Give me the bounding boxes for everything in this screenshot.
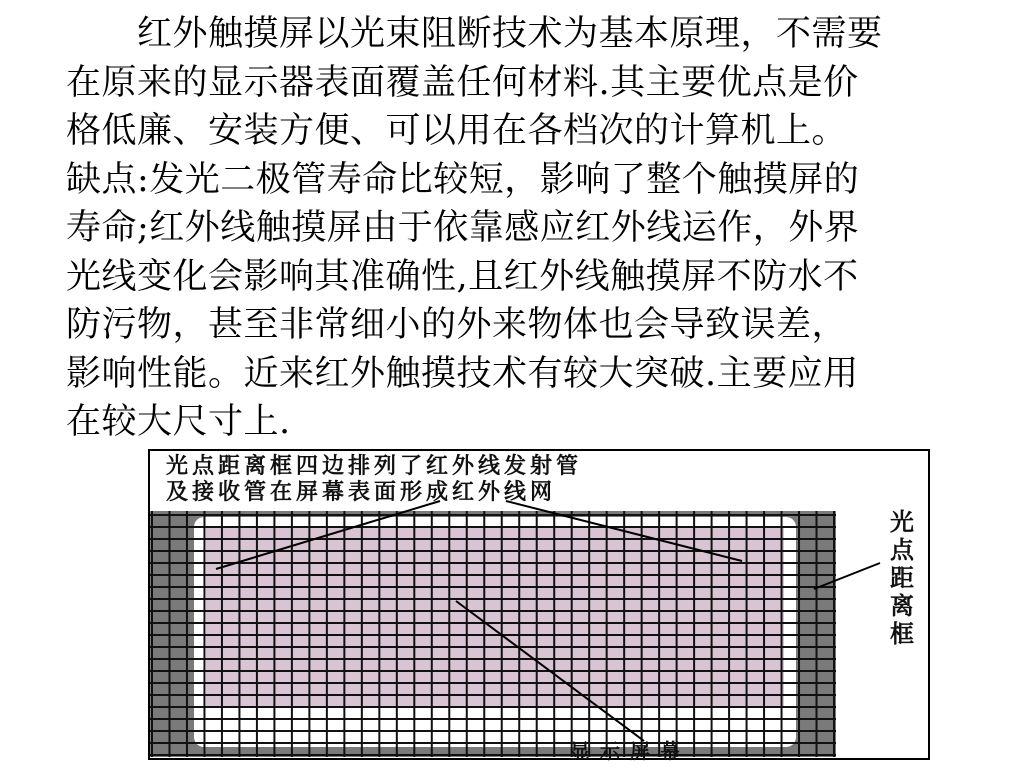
frame-label: 光点距离框: [890, 508, 914, 648]
paragraph-line: 缺点:发光二极管寿命比较短，影响了整个触摸屏的: [66, 159, 860, 200]
paragraph-line: 光线变化会影响其准确性,且红外线触摸屏不防水不: [66, 256, 859, 297]
screen-label: 显示屏幕: [570, 739, 690, 763]
figure-caption: [166, 454, 582, 506]
paragraph-line: 影响性能。近来红外触摸技术有较大突破.主要应用: [66, 353, 859, 394]
paragraph-line: 寿命;红外线触摸屏由于依靠感应红外线运作，外界: [66, 208, 860, 248]
body-paragraph: [66, 10, 966, 447]
figure-caption-line: 光点距离框四边排列了红外线发射管: [166, 454, 583, 479]
paragraph-line: 防污物，甚至非常细小的外来物体也会导致误差，: [66, 305, 848, 345]
paragraph-line: 在原来的显示器表面覆盖任何材料.其主要优点是价: [66, 62, 859, 103]
paragraph-line: 格低廉、安装方便、可以用在各档次的计算机上。: [66, 111, 848, 151]
figure-caption-line: 及接收管在屏幕表面形成红外线网: [166, 480, 557, 505]
paragraph-line: 在较大尺寸上.: [66, 402, 291, 442]
paragraph-line: 红外触摸屏以光束阻断技术为基本原理，不需要: [66, 14, 883, 54]
infrared-grid-figure: [148, 449, 930, 763]
